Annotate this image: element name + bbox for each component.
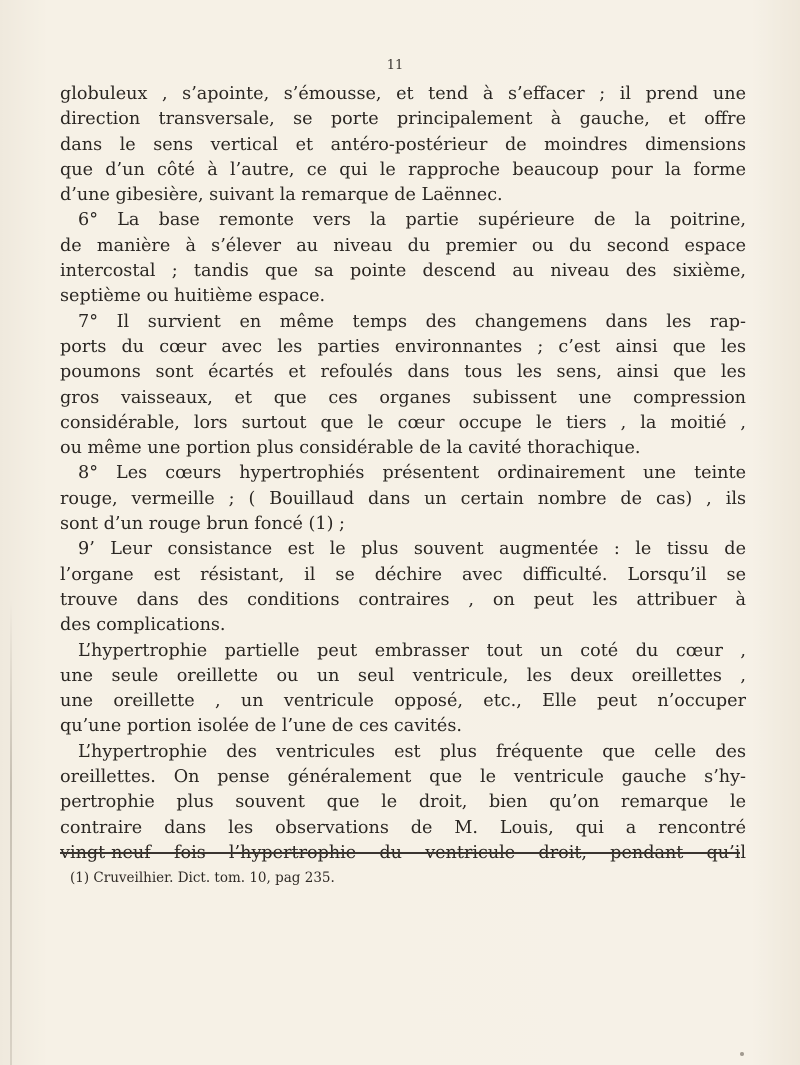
footnote: (1) Cruveilhier. Dict. tom. 10, pag 235.: [70, 870, 335, 886]
text-line: 8° Les cœurs hypertrophiés présentent ordinairement une teinte: [78, 463, 746, 484]
text-line: trouve dans des conditions contraires , on peut les attribuer à: [60, 589, 746, 610]
text-line: vingt-neuf fois l’hypertrophie du ventricule droit, pendant qu’il: [60, 842, 746, 863]
body-text: [60, 82, 746, 866]
text-line: pertrophie plus souvent que le droit, bien qu’on remarque le: [60, 792, 746, 813]
paper-speck: [740, 1052, 744, 1056]
text-line: ports du cœur avec les parties environnantes ; c’est ainsi que les: [60, 336, 746, 357]
text-line: 9’ Leur consistance est le plus souvent augmentée : le tissu de: [78, 539, 746, 560]
footnote-rule: [60, 852, 740, 854]
text-line: l’organe est résistant, il se déchire avec difficulté. Lorsqu’il se: [60, 564, 746, 585]
text-line: poumons sont écartés et refoulés dans tous les sens, ainsi que les: [60, 362, 746, 383]
text-line: oreillettes. On pense généralement que le ventricule gauche s’hy-: [60, 767, 746, 788]
page-number: 11: [386, 58, 404, 73]
text-line: d’une gibesière, suivant la remarque de Laënnec.: [60, 185, 503, 206]
text-line: qu’une portion isolée de l’une de ces cavités.: [60, 716, 462, 737]
text-line: sont d’un rouge brun foncé (1) ;: [60, 514, 345, 535]
text-line: rouge, vermeille ; ( Bouillaud dans un certain nombre de cas) , ils: [60, 488, 746, 509]
text-line: dans le sens vertical et antéro-postérieur de moindres dimensions: [60, 134, 746, 155]
text-line: L’hypertrophie partielle peut embrasser tout un coté du cœur ,: [78, 640, 746, 661]
page-edge-shadow: [10, 600, 12, 1065]
text-line: des complications.: [60, 615, 226, 636]
text-line: globuleux , s’apointe, s’émousse, et tend à s’effacer ; il prend une: [60, 84, 746, 104]
text-line: gros vaisseaux, et que ces organes subissent une compression: [60, 387, 746, 408]
text-line: que d’un côté à l’autre, ce qui le rapproche beaucoup pour la forme: [60, 159, 746, 180]
text-line: septième ou huitième espace.: [60, 286, 326, 307]
text-line: de manière à s’élever au niveau du premier ou du second espace: [60, 235, 746, 256]
text-line: contraire dans les observations de M. Louis, qui a rencontré: [60, 817, 746, 838]
text-line: une oreillette , un ventricule opposé, etc., Elle peut n’occuper: [60, 691, 746, 712]
text-line: ou même une portion plus considérable de la cavité thorachique.: [60, 438, 641, 459]
text-line: considérable, lors surtout que le cœur occupe le tiers , la moitié ,: [60, 412, 746, 433]
text-line: 7° Il survient en même temps des changemens dans les rap-: [78, 311, 746, 332]
text-line: intercostal ; tandis que sa pointe descend au niveau des sixième,: [60, 261, 746, 282]
text-line: une seule oreillette ou un seul ventricule, les deux oreillettes ,: [60, 665, 746, 686]
text-line: direction transversale, se porte principalement à gauche, et offre: [60, 109, 746, 130]
text-line: 6° La base remonte vers la partie supérieure de la poitrine,: [78, 210, 746, 231]
text-line: L’hypertrophie des ventricules est plus fréquente que celle des: [78, 741, 746, 762]
